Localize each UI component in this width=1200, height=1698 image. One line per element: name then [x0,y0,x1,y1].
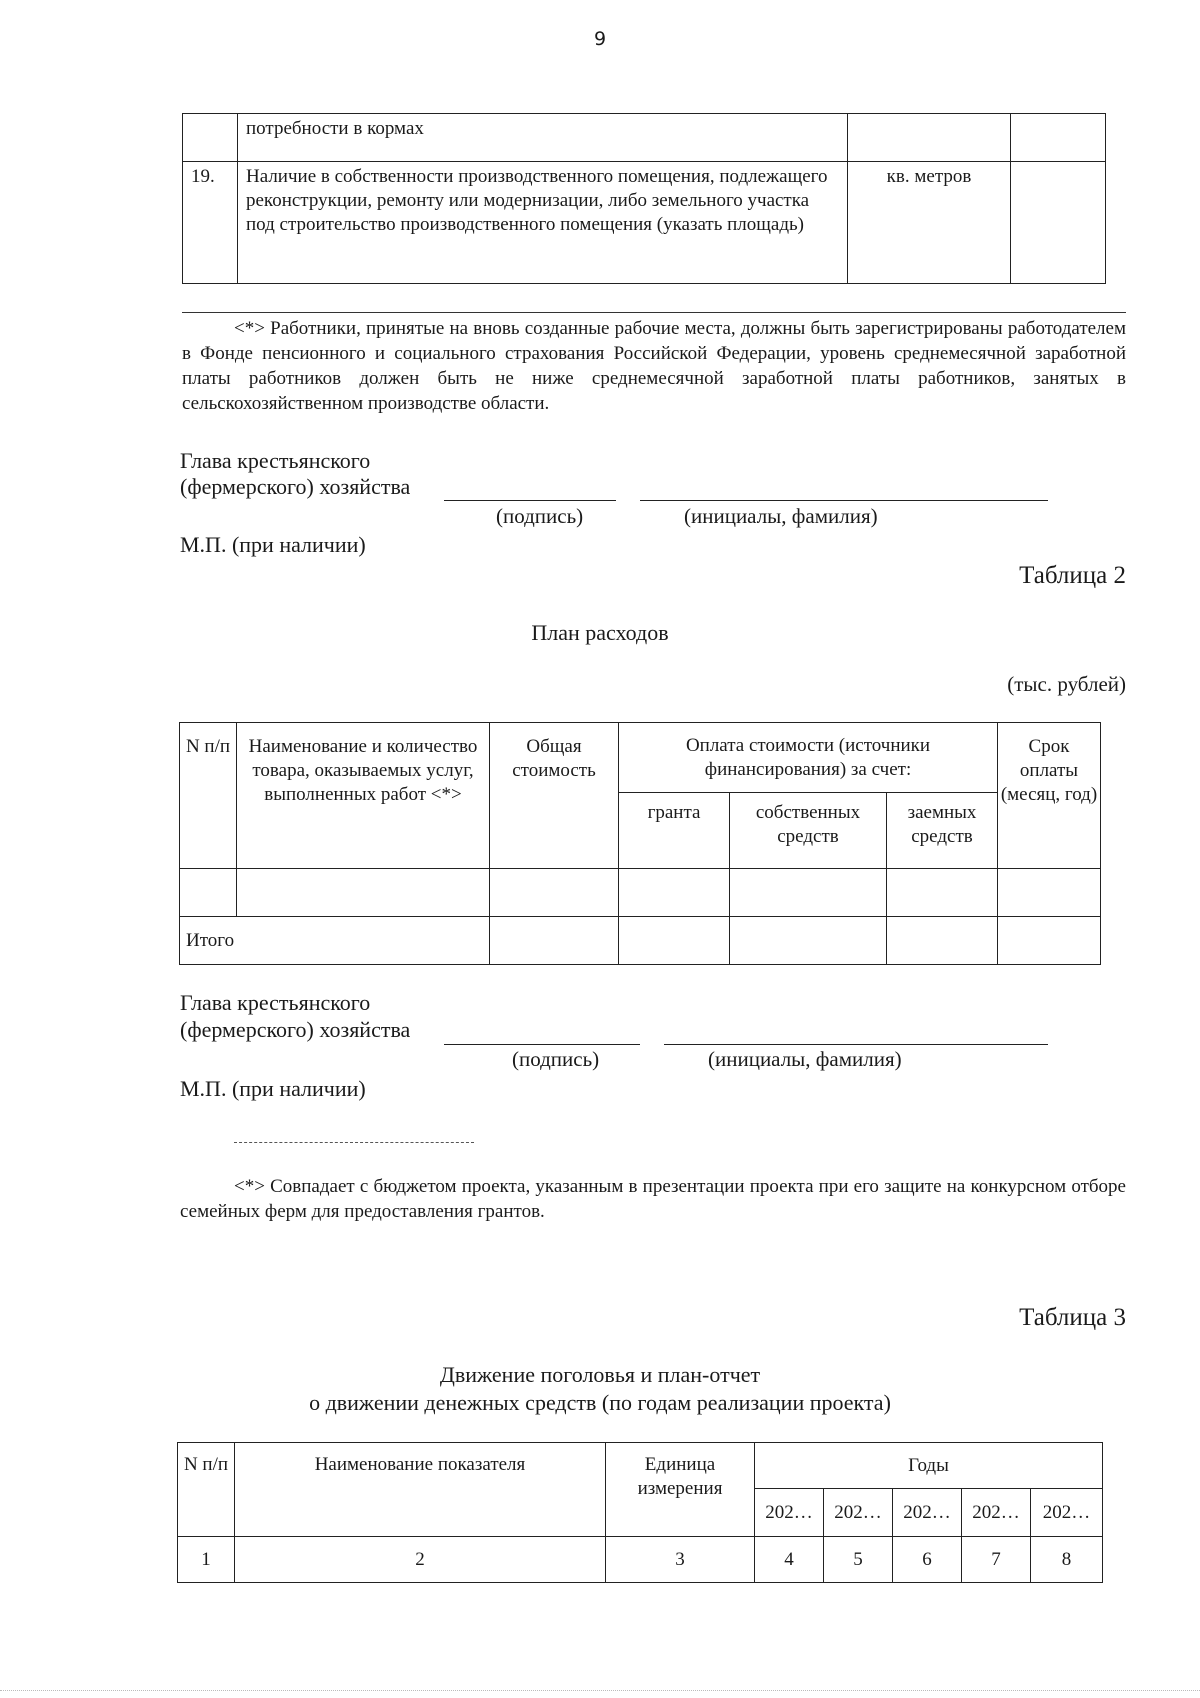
signature-caption: (подпись) [496,504,584,528]
header-term: Срок оплаты (месяц, год) [998,723,1101,869]
header-own: собственных средств [730,793,887,869]
header-num: N п/п [178,1443,235,1537]
empty-cell [490,917,619,965]
empty-cell [887,917,998,965]
table-row [183,162,1106,284]
row-unit [848,114,1011,162]
footnote-separator [234,1142,474,1143]
index-cell: 1 [178,1537,235,1583]
row-text: потребности в кормах [238,114,848,162]
total-label: Итого [180,917,490,965]
table-2-label: Таблица 2 [1019,562,1126,589]
signature-title-line2: (фермерского) хозяйства [180,474,411,499]
empty-cell [237,869,490,917]
header-name: Наименование показателя [235,1443,606,1537]
empty-cell [998,869,1101,917]
header-num: N п/п [180,723,237,869]
header-grant: гранта [619,793,730,869]
total-row [180,917,1101,965]
signature-title-line1: Глава крестьянского [180,990,371,1015]
signature-line [444,478,616,501]
year-cell: 202… [1031,1489,1103,1537]
table-2-units: (тыс. рублей) [1007,672,1126,696]
empty-cell [998,917,1101,965]
table-header-row [178,1443,1103,1489]
table-1 [182,113,1106,284]
empty-cell [619,917,730,965]
row-number [183,114,238,162]
page-number: 9 [593,28,607,50]
footnote-2: <*> Совпадает с бюджетом проекта, указанным в презентации проекта при его защите на конкурсном отборе семейных ферм для предоставления грантов. [180,1176,1126,1222]
header-name: Наименование и количество товара, оказываемых услуг, выполненных работ <*> [237,723,490,869]
table-header-row [180,723,1101,793]
name-caption: (инициалы, фамилия) [684,504,878,528]
index-cell: 6 [893,1537,962,1583]
table-3-title-line2: о движении денежных средств (по годам реализации проекта) [309,1390,891,1415]
header-borrowed: заемных средств [887,793,998,869]
row-unit: кв. метров [848,162,1011,284]
index-cell: 8 [1031,1537,1103,1583]
header-unit: Единица измерения [606,1443,755,1537]
table-2 [179,722,1101,965]
table-2-title: План расходов [531,620,669,645]
index-cell: 4 [755,1537,824,1583]
header-total: Общая стоимость [490,723,619,869]
signature-line [444,1022,640,1045]
signature-title-line2: (фермерского) хозяйства [180,1017,411,1042]
stamp-note: М.П. (при наличии) [180,1076,366,1101]
signature-caption: (подпись) [512,1047,600,1071]
stamp-note: М.П. (при наличии) [180,532,366,557]
table-3 [177,1442,1103,1583]
year-cell: 202… [824,1489,893,1537]
row-value [1011,162,1106,284]
row-text: Наличие в собственности производственного помещения, подлежащего реконструкции, ремонту или модернизации, либо земельного участка под строительство производственного помещения (указать площадь) [238,162,848,284]
empty-cell [490,869,619,917]
footnote-separator [182,312,1126,313]
row-number: 19. [183,162,238,284]
empty-cell [730,917,887,965]
year-cell: 202… [962,1489,1031,1537]
index-cell: 5 [824,1537,893,1583]
scan-edge [0,1690,1200,1691]
header-payment: Оплата стоимости (источники финансирования) за счет: [619,723,998,793]
empty-cell [730,869,887,917]
table-3-label: Таблица 3 [1019,1304,1126,1331]
table-row [183,114,1106,162]
empty-cell [619,869,730,917]
table-row [180,869,1101,917]
index-cell: 3 [606,1537,755,1583]
name-caption: (инициалы, фамилия) [708,1047,902,1071]
name-line [640,478,1048,501]
index-cell: 7 [962,1537,1031,1583]
table-3-title-line1: Движение поголовья и план-отчет [439,1362,761,1387]
signature-title-line1: Глава крестьянского [180,448,371,473]
table-row [178,1537,1103,1583]
empty-cell [180,869,237,917]
year-cell: 202… [893,1489,962,1537]
year-cell: 202… [755,1489,824,1537]
index-cell: 2 [235,1537,606,1583]
empty-cell [887,869,998,917]
row-value [1011,114,1106,162]
header-years: Годы [755,1443,1103,1489]
name-line [664,1022,1048,1045]
footnote-1: <*> Работники, принятые на вновь созданные рабочие места, должны быть зарегистрированы работодателем в Фонде пенсионного и социального страхования Российской Федерации, уровень среднемесячной заработной платы работников должен быть не ниже среднемесячной заработной платы работников, занятых в сельскохозяйственном производстве области. [182,318,1126,414]
